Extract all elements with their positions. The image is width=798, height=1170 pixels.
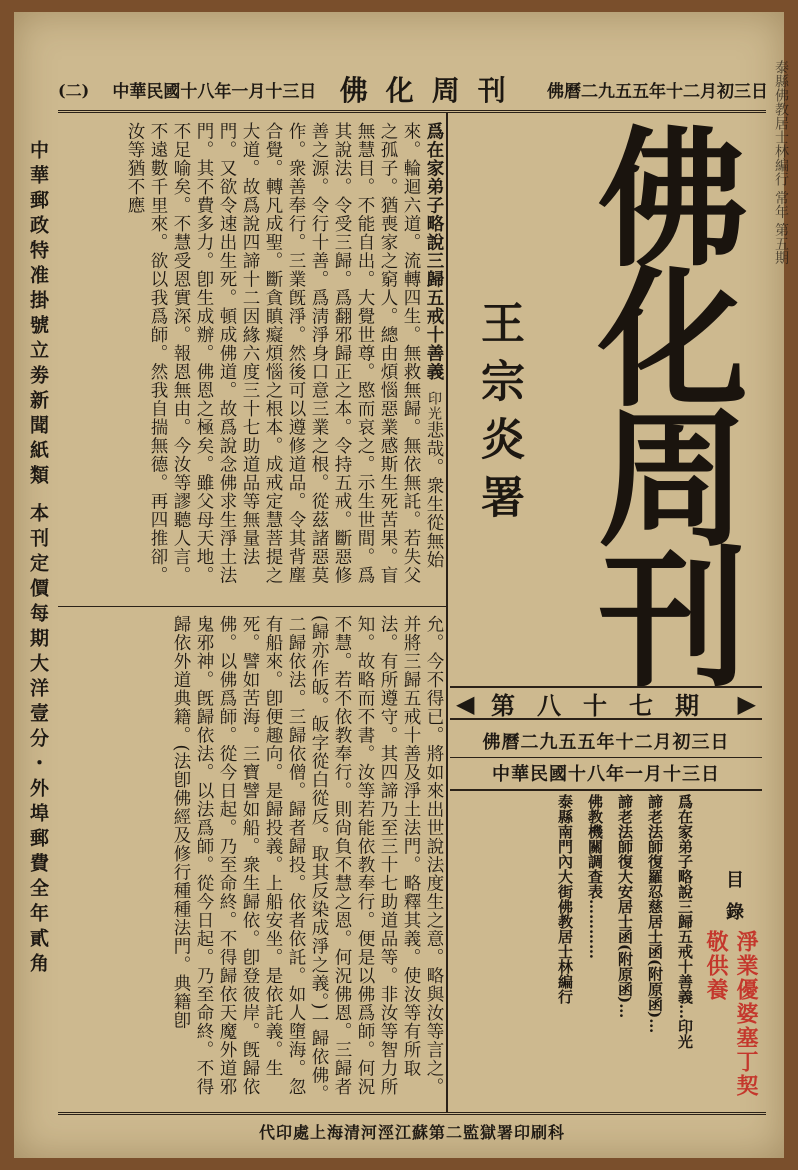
arrow-left-icon: ◀ xyxy=(456,688,475,718)
article-lower-text: 允。今不得已。將如來出世說法度生之意。略與汝等言之。并將三歸五戒十善及淨土法門。略釋其義。使汝等有所取法。有所遵守。其四諦乃至三十七助道品等。非汝等智力所知。故略而不書。汝等若能依教奉行。便是以佛爲師。何況不慧。若不依教奉行。則尙負不慧之恩。何況佛恩。三歸者(歸亦作皈。皈字從白從反。取其反染成淨之義。)一歸依佛。二歸依法。三歸依僧。歸者歸投。依者依託。如人墮海。忽有船來。卽便趣向。是歸投義。上船安坐。是依託義。生死。譬如苦海。三寶譬如船。衆生歸依。卽登彼岸。旣歸依佛。以佛爲師。從今日起。乃至命終。不得歸依天魔外道邪鬼邪神。旣歸依法。以法爲師。從今日起。乃至命終。不得歸依外道典籍。(法卽佛經及修行種種法門。典籍卽 xyxy=(171,615,444,1103)
page-header xyxy=(58,70,768,108)
date-roc: 中華民國十八年一月十三日 xyxy=(450,757,762,791)
toc-item: 佛教機關調査表………… xyxy=(586,794,604,959)
article-author: 印光 xyxy=(426,391,442,421)
article-upper-text: 悲哉。衆生從無始來。輪迴六道。流轉四生。無救無歸。無依無託。若失父之孤子。猶喪家之窮人。總由煩惱惡業感斯生死苦果。盲無慧目。不能自出。大覺世尊。愍而哀之。示生世間。爲其說法。令受三歸。爲翻邪歸正之本。令持五戒。斷惡修善之源。令行十善。爲淸淨身口意三業之根。從茲諸惡莫作。衆善奉行。三業旣淨。然後可以遵修道品。令其背塵合覺。轉凡成聖。斷貪瞋癡煩惱之根本。成戒定慧菩提之大道。故爲說四諦十二因緣六度三十七助道品等無量法門。又欲令速出生死。頓成佛道。故爲說念佛求生淨土法門。其不費多力。卽生成辦。佛恩之極矣。雖父母天地。不足喻矣。不慧受恩實深。報恩無由。今汝等謬聽人言。不遠數千里來。欲以我爲師。然我自揣無德。再四推卻。汝等猶不應 xyxy=(125,122,444,585)
article-lower xyxy=(60,615,445,1105)
page-number: (二) xyxy=(58,80,90,100)
arrow-right-icon: ▶ xyxy=(737,688,756,718)
toc-item: 諦老法師復羅忍慈居士函(附原函)… xyxy=(646,794,664,1034)
article-upper xyxy=(60,122,445,600)
right-edge-strip: 泰縣佛教居士林編行 常年 第五期 xyxy=(773,60,789,265)
toc-heading: 目錄 xyxy=(723,870,744,934)
header-date-buddhist: 佛曆二九五五年十二月初三日 xyxy=(546,81,768,102)
postal-notice: 中華郵政特准掛號立劵新聞紙類 xyxy=(27,140,49,490)
toc-item: 諦老法師復大安居士函(附原函)… xyxy=(616,794,634,1019)
price-notice: 本刊定價每期大洋壹分・外埠郵費全年貳角 xyxy=(27,502,49,978)
left-notice-strip xyxy=(18,140,58,1100)
column-divider xyxy=(58,606,446,607)
title-author: 王宗炎署 xyxy=(473,300,524,532)
printer-credit: 代印處上海清河涇江蘇第二監獄署印刷科 xyxy=(258,1122,565,1142)
header-rule xyxy=(58,110,766,113)
date-buddhist: 佛曆二九五五年十二月初三日 xyxy=(450,725,762,758)
article-heading: 爲在家弟子略說三歸五戒十善義 xyxy=(424,122,444,381)
table-of-contents xyxy=(460,794,700,1104)
issue-number: 第八十七期 xyxy=(491,690,721,720)
toc-item: 爲在家弟子略說三歸五戒十善義…印光 xyxy=(676,794,694,1049)
footer-rule xyxy=(58,1112,766,1115)
toc-item: 泰縣南門內大街佛教居士林編行 xyxy=(556,794,574,1004)
issue-number-box xyxy=(450,686,762,720)
vertical-divider xyxy=(446,112,448,1112)
page-title: 佛化周刊 xyxy=(572,120,748,680)
red-donor-stamp: 淨業優婆塞丁契敬供養 xyxy=(703,930,758,1098)
header-masthead: 佛化周刊 xyxy=(339,74,524,107)
header-date-roc: 中華民國十八年一月十三日 xyxy=(112,81,317,102)
